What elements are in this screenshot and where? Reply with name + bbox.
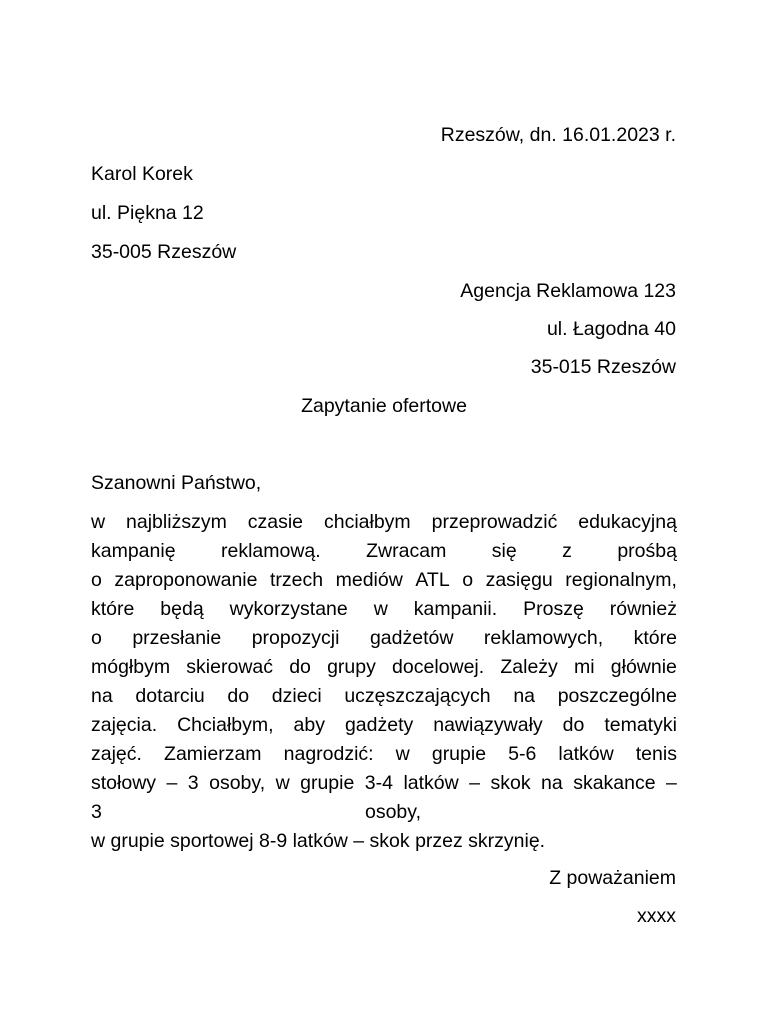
body-word: w (395, 743, 410, 765)
body-word: prośbą (617, 540, 677, 562)
body-word: kampanię (91, 540, 176, 562)
body-word: osoby, (364, 801, 421, 823)
body-word: grupy (327, 656, 376, 678)
body-line (91, 769, 677, 798)
body-line (91, 711, 677, 740)
body-word: uczęszczających (344, 685, 491, 707)
body-word: tematyki (604, 714, 677, 736)
body-word: mi (574, 656, 595, 678)
body-word: edukacyjną (578, 511, 677, 533)
body-word: gadżety (344, 714, 414, 736)
body-word: Zwracam (366, 540, 447, 562)
body-word: stołowy (91, 772, 157, 794)
body-word: skakance (573, 772, 656, 794)
body-word: również (609, 598, 677, 620)
body-word: które (91, 598, 135, 620)
body-word: o (91, 569, 102, 591)
sender-name: Karol Korek (91, 163, 193, 185)
body-word: Zależy (500, 656, 558, 678)
body-word: tenis (635, 743, 677, 765)
body-word: 3-4 (364, 772, 393, 794)
sender-street: ul. Piękna 12 (91, 202, 204, 224)
body-line (91, 798, 421, 827)
body-word: zajęcia. (91, 714, 158, 736)
body-word: będą (160, 598, 204, 620)
body-word: Zamierzam (164, 743, 262, 765)
body-line (91, 624, 677, 653)
body-word: zaproponowanie (114, 569, 258, 591)
body-word: regionalnym, (565, 569, 677, 591)
body-word: skok (490, 772, 531, 794)
recipient-city: 35-015 Rzeszów (530, 356, 676, 378)
body-word: kampanii. (413, 598, 498, 620)
body-word: w (91, 511, 106, 533)
body-word: latków (403, 772, 459, 794)
body-word: – (469, 772, 481, 794)
body-word: mógłbym (91, 656, 171, 678)
body-word: osoby, (209, 772, 266, 794)
salutation: Szanowni Państwo, (91, 472, 262, 494)
recipient-street: ul. Łagodna 40 (546, 318, 676, 340)
body-line (91, 827, 677, 856)
body-word: najbliższym (126, 511, 227, 533)
body-word: skierować (186, 656, 273, 678)
body-word: reklamową. (221, 540, 321, 562)
body-word: o (462, 569, 474, 591)
body-line (91, 537, 677, 566)
body-word: które (633, 627, 677, 649)
body-word: gadżetów (369, 627, 454, 649)
body-word: 3 (91, 801, 102, 823)
body-word: latków (558, 743, 614, 765)
body-word: – (666, 772, 677, 794)
date-line: Rzeszów, dn. 16.01.2023 r. (440, 124, 676, 146)
body-word: wykorzystane (229, 598, 348, 620)
recipient-name: Agencja Reklamowa 123 (460, 280, 676, 302)
body-word: aby (293, 714, 325, 736)
body-word: na (513, 685, 536, 707)
body-line (91, 566, 677, 595)
body-line (91, 508, 677, 537)
body-word: chciałbym (323, 511, 411, 533)
body-word: 5-6 (508, 743, 537, 765)
body-word: nawiązywały (433, 714, 543, 736)
body-word: do (227, 685, 250, 707)
body-word: mediów (335, 569, 403, 591)
body-word: o (91, 627, 102, 649)
body-word: grupie (300, 772, 355, 794)
closing: Z poważaniem (549, 867, 676, 889)
body-word: Proszę (523, 598, 584, 620)
body-word: dzieci (271, 685, 322, 707)
body-word: zajęć. (91, 743, 142, 765)
body-word: poszczególne (557, 685, 677, 707)
body-word: grupie (431, 743, 487, 765)
body-word: w (373, 598, 388, 620)
body-word: z (562, 540, 572, 562)
body-word: reklamowych, (483, 627, 604, 649)
body-line (91, 653, 677, 682)
body-word: do (289, 656, 311, 678)
body-word: ATL (415, 569, 450, 591)
body-word: propozycji (251, 627, 340, 649)
body-word: Chciałbym, (177, 714, 274, 736)
body-line-text: w grupie sportowej 8-9 latków – skok przez skrzynię. (91, 830, 546, 852)
body-word: dotarciu (135, 685, 205, 707)
sender-city: 35-005 Rzeszów (91, 241, 237, 263)
body-line (91, 740, 677, 769)
body-word: głównie (610, 656, 677, 678)
body-word: – (166, 772, 178, 794)
body-line (91, 682, 677, 711)
body-word: przeprowadzić (431, 511, 558, 533)
body-word: docelowej. (392, 656, 485, 678)
body-word: na (541, 772, 563, 794)
body-word: nagrodzić: (283, 743, 374, 765)
body-word: przesłanie (132, 627, 222, 649)
body-word: się (491, 540, 517, 562)
letter-body (91, 508, 677, 856)
body-line (91, 595, 677, 624)
body-word: do (562, 714, 585, 736)
subject-line: Zapytanie ofertowe (301, 395, 467, 417)
body-word: w (275, 772, 290, 794)
body-word: trzech (270, 569, 324, 591)
body-word: czasie (247, 511, 304, 533)
body-word: na (91, 685, 113, 707)
signature: xxxx (637, 905, 676, 927)
body-word: zasięgu (485, 569, 553, 591)
body-word: 3 (187, 772, 199, 794)
